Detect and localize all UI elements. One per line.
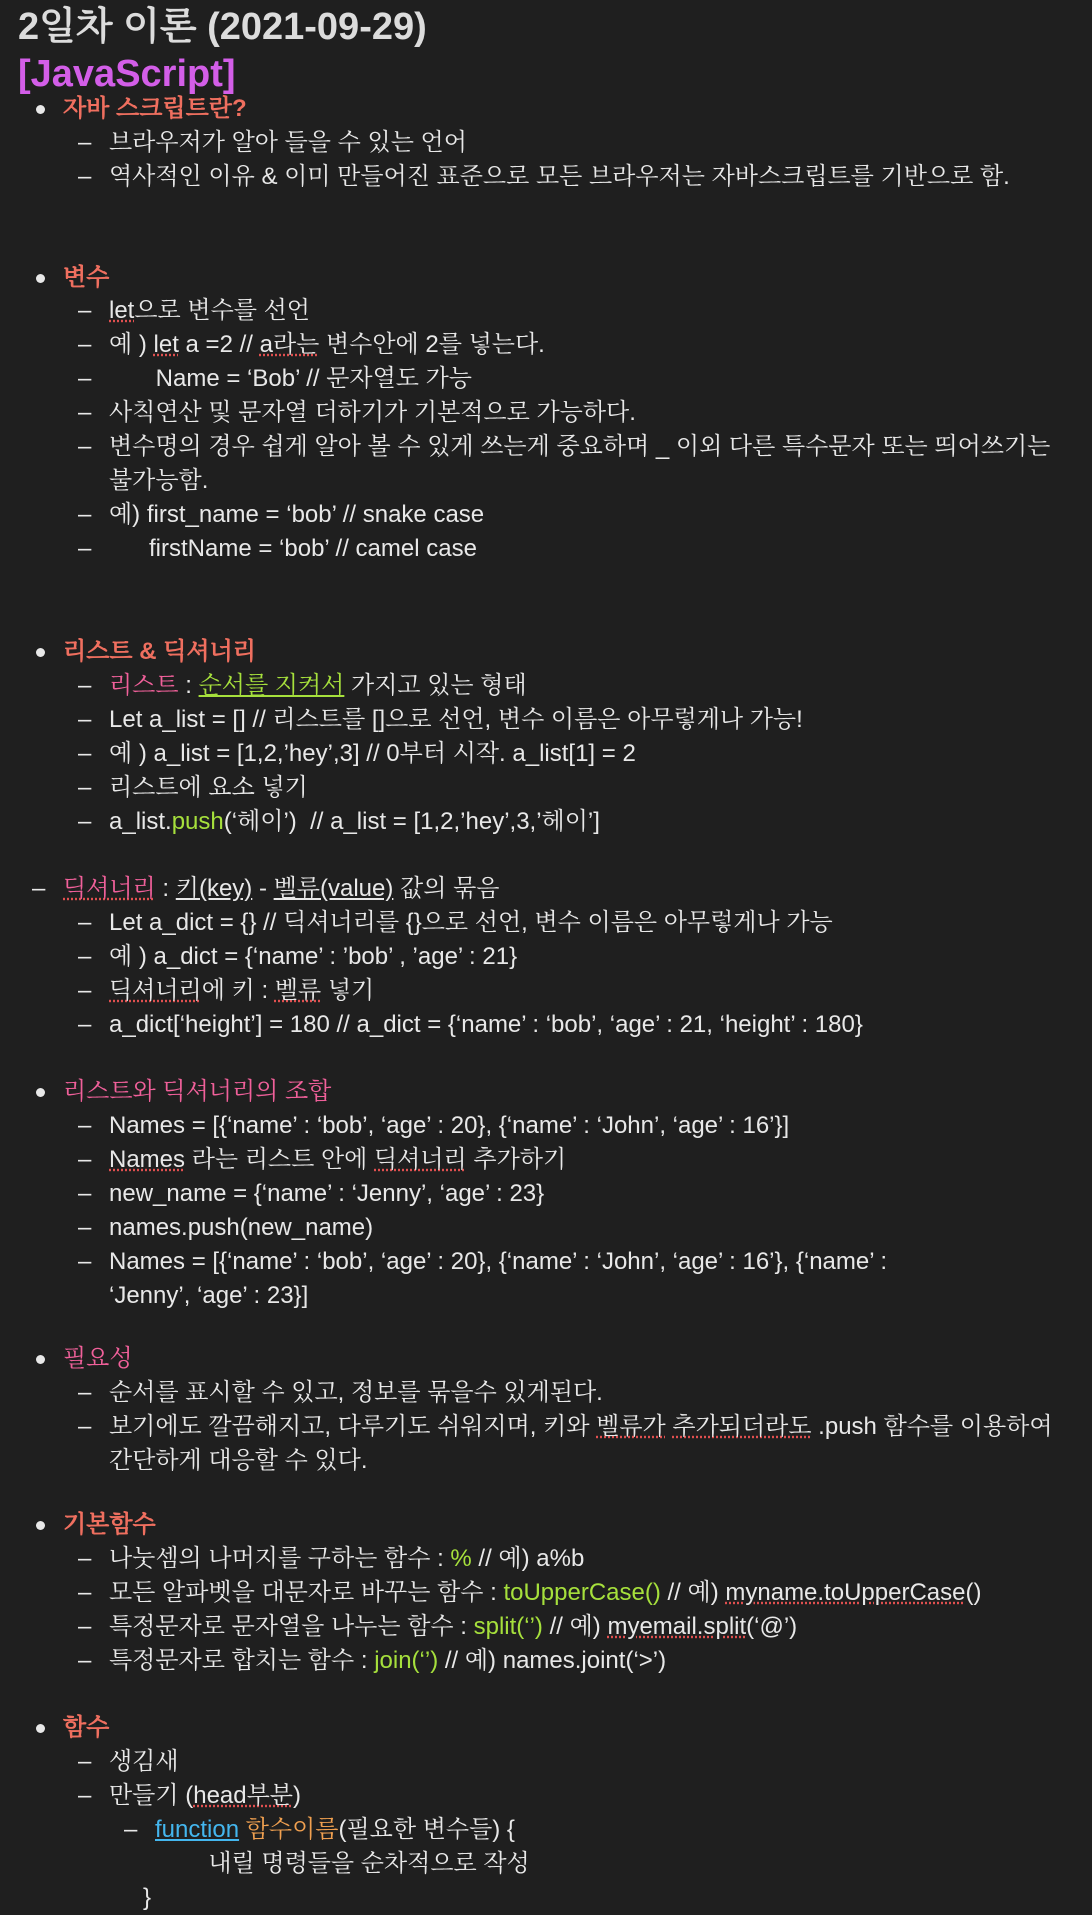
list-item bbox=[109, 1779, 301, 1813]
dash: – bbox=[78, 1180, 92, 1207]
text-span: let bbox=[153, 331, 179, 358]
list-item: 예 ) a_dict = {‘name’ : ’bob’ , ’age’ : 21} bbox=[109, 943, 518, 970]
text-span: 순서를 지켜서 bbox=[198, 672, 345, 699]
dash: – bbox=[78, 672, 92, 699]
dash: – bbox=[78, 943, 92, 970]
list-item: 예) first_name = ‘bob’ // snake case bbox=[109, 501, 485, 528]
text-span: myemail.split bbox=[607, 1613, 747, 1640]
dash: – bbox=[78, 706, 92, 733]
text-span: .push 함수를 이용하여 bbox=[811, 1413, 1053, 1440]
text-span: 키(key) bbox=[175, 875, 253, 902]
list-item bbox=[109, 669, 527, 703]
text-span: - bbox=[252, 875, 274, 902]
section-heading-variables: 변수 bbox=[63, 264, 110, 291]
text-span: 넣기 bbox=[321, 977, 375, 1004]
list-item: 리스트에 요소 넣기 bbox=[109, 774, 308, 801]
code-line: } bbox=[143, 1884, 152, 1911]
text-span: 예 ) bbox=[109, 331, 154, 358]
list-item bbox=[109, 1644, 666, 1678]
list-item: 생김새 bbox=[109, 1748, 179, 1775]
dash: – bbox=[78, 1748, 92, 1775]
dash: – bbox=[78, 808, 92, 835]
dash: – bbox=[78, 1011, 92, 1038]
list-item bbox=[109, 1576, 981, 1610]
dash: – bbox=[78, 501, 92, 528]
text-span: 벨류가 bbox=[596, 1413, 666, 1440]
text-span: 모든 알파벳을 대문자로 바꾸는 함수 : bbox=[109, 1579, 504, 1606]
text-span: // 예) a%b bbox=[471, 1545, 585, 1572]
page-subtitle: [JavaScript] bbox=[18, 53, 236, 95]
dash: – bbox=[78, 163, 92, 190]
text-span: 나눗셈의 나머지를 구하는 함수 : bbox=[109, 1545, 451, 1572]
dash: – bbox=[78, 909, 92, 936]
text-span: // 예) bbox=[660, 1579, 726, 1606]
code-line: 내릴 명령들을 순차적으로 작성 bbox=[155, 1850, 530, 1877]
section-heading-necessity: 필요성 bbox=[63, 1345, 133, 1372]
text-span: // 예) bbox=[542, 1613, 608, 1640]
list-item: Names = [{‘name’ : ‘bob’, ‘age’ : 20}, {‘name’ : ‘John’, ‘age’ : 16’}] bbox=[109, 1112, 790, 1139]
list-item: Let a_dict = {} // 딕셔너리를 {}으로 선언, 변수 이름은 아무렇게나 가능 bbox=[109, 909, 833, 936]
text-span: // 예) names.joint(‘>’) bbox=[438, 1647, 667, 1674]
page-title: 2일차 이론 (2021-09-29) bbox=[18, 6, 427, 48]
list-item: Let a_list = [] // 리스트를 []으로 선언, 변수 이름은 아무렇게나 가능! bbox=[109, 706, 803, 733]
list-item bbox=[109, 294, 310, 328]
list-item: firstName = ‘bob’ // camel case bbox=[109, 535, 477, 562]
list-item: 순서를 표시할 수 있고, 정보를 묶을수 있게된다. bbox=[109, 1379, 603, 1406]
text-span: 으로 변수를 선언 bbox=[134, 297, 310, 324]
text-span: Names bbox=[109, 1146, 186, 1173]
bullet bbox=[36, 1088, 45, 1097]
list-item: a_dict[‘height’] = 180 // a_dict = {‘name’ : ‘bob’, ‘age’ : 21, ‘height’ : 180} bbox=[109, 1011, 863, 1038]
text-span: 특정문자로 문자열을 나누는 함수 : bbox=[109, 1613, 474, 1640]
text-span: () bbox=[965, 1579, 982, 1606]
list-item-continued: ‘Jenny’, ‘age’ : 23}] bbox=[109, 1282, 309, 1309]
list-item bbox=[109, 1542, 584, 1576]
list-item: new_name = {‘name’ : ‘Jenny’, ‘age’ : 23} bbox=[109, 1180, 545, 1207]
list-item bbox=[109, 974, 374, 1008]
list-item: 역사적인 이유 & 이미 만들어진 표준으로 모든 브라우저는 자바스크립트를 기반으로 함. bbox=[109, 163, 1010, 190]
bullet bbox=[36, 648, 45, 657]
text-span: (‘@’) bbox=[746, 1613, 798, 1640]
code-line bbox=[155, 1813, 515, 1847]
dash: – bbox=[78, 1613, 92, 1640]
text-span: split(‘’) bbox=[473, 1613, 543, 1640]
list-item bbox=[109, 328, 545, 362]
dash: – bbox=[78, 365, 92, 392]
text-span: 가지고 있는 형태 bbox=[344, 672, 527, 699]
text-span: 값의 묶음 bbox=[393, 875, 500, 902]
section-heading-list-dict-combo: 리스트와 딕셔너리의 조합 bbox=[63, 1078, 332, 1105]
text-span: a =2 // bbox=[178, 331, 260, 358]
text-span: 추가하기 bbox=[466, 1146, 567, 1173]
text-span: 특정문자로 합치는 함수 : bbox=[109, 1647, 375, 1674]
list-item: 브라우저가 알아 들을 수 있는 언어 bbox=[109, 129, 467, 156]
text-span: 추가되더라도 bbox=[672, 1413, 812, 1440]
text-span: myname.toUpperCase bbox=[725, 1579, 966, 1606]
dash: – bbox=[78, 1413, 92, 1440]
list-item: 예 ) a_list = [1,2,’hey’,3] // 0부터 시작. a_list[1] = 2 bbox=[109, 740, 636, 767]
list-item: 사칙연산 및 문자열 더하기가 기본적으로 가능하다. bbox=[109, 399, 636, 426]
section-heading-functions: 함수 bbox=[63, 1714, 110, 1741]
text-span: a라는 bbox=[259, 331, 320, 358]
text-span: 만들기 ( bbox=[109, 1782, 194, 1809]
text-span: 벨류 bbox=[274, 977, 322, 1004]
text-span: join(‘’) bbox=[374, 1647, 439, 1674]
dash: – bbox=[78, 1379, 92, 1406]
text-span: % bbox=[450, 1545, 472, 1572]
text-span: function bbox=[155, 1816, 240, 1843]
dash: – bbox=[78, 433, 92, 460]
dash: – bbox=[78, 1214, 92, 1241]
dash: – bbox=[32, 875, 46, 902]
text-span: 리스트 bbox=[109, 672, 179, 699]
text-span: 함수이름 bbox=[245, 1816, 339, 1843]
text-span: ) bbox=[292, 1782, 301, 1809]
list-item: Names = [{‘name’ : ‘bob’, ‘age’ : 20}, {‘name’ : ‘John’, ‘age’ : 16’}, {‘name’ : bbox=[109, 1248, 888, 1275]
bullet bbox=[36, 274, 45, 283]
dash: – bbox=[78, 1545, 92, 1572]
text-span: 라는 리스트 안에 bbox=[185, 1146, 374, 1173]
text-span: 딕셔너리 bbox=[109, 977, 202, 1004]
text-span: push bbox=[171, 808, 224, 835]
text-span: : bbox=[178, 672, 199, 699]
dash: – bbox=[78, 1647, 92, 1674]
section-heading-what-is-js: 자바 스크립트란? bbox=[63, 95, 247, 122]
dash: – bbox=[78, 977, 92, 1004]
list-item bbox=[109, 1410, 1053, 1444]
text-span: 에 키 : bbox=[201, 977, 275, 1004]
list-item: 변수명의 경우 쉽게 알아 볼 수 있게 쓰는게 중요하며 _ 이외 다른 특수문자 또는 띄어쓰기는 bbox=[109, 433, 1051, 460]
list-item-continued: 불가능함. bbox=[109, 467, 209, 494]
text-span: (‘헤이’) // a_list = [1,2,’hey’,3,’헤이’] bbox=[223, 808, 600, 835]
dash: – bbox=[78, 399, 92, 426]
text-span: a_list. bbox=[109, 808, 172, 835]
dash: – bbox=[78, 1782, 92, 1809]
text-span: 보기에도 깔끔해지고, 다루기도 쉬워지며, 키와 bbox=[109, 1413, 597, 1440]
text-span: head부분 bbox=[193, 1782, 293, 1809]
text-span: let bbox=[109, 297, 135, 324]
bullet bbox=[36, 1724, 45, 1733]
list-item bbox=[109, 805, 600, 839]
dash: – bbox=[78, 129, 92, 156]
dash: – bbox=[78, 740, 92, 767]
text-span: 딕셔너리 bbox=[374, 1146, 467, 1173]
bullet bbox=[36, 1521, 45, 1530]
list-item-continued: 간단하게 대응할 수 있다. bbox=[109, 1447, 368, 1474]
text-span bbox=[239, 1816, 246, 1843]
dash: – bbox=[78, 297, 92, 324]
dash: – bbox=[78, 331, 92, 358]
list-item bbox=[109, 1143, 566, 1177]
text-span: 변수안에 2를 넣는다. bbox=[319, 331, 545, 358]
dash: – bbox=[124, 1816, 138, 1843]
dash: – bbox=[78, 774, 92, 801]
list-item: names.push(new_name) bbox=[109, 1214, 374, 1241]
text-span: : bbox=[155, 875, 176, 902]
dash: – bbox=[78, 535, 92, 562]
list-item bbox=[109, 1610, 797, 1644]
bullet bbox=[36, 1355, 45, 1364]
dash: – bbox=[78, 1248, 92, 1275]
section-heading-list-dict: 리스트 & 딕셔너리 bbox=[63, 638, 256, 665]
bullet bbox=[36, 105, 45, 114]
dash: – bbox=[78, 1579, 92, 1606]
dash: – bbox=[78, 1146, 92, 1173]
text-span: toUpperCase() bbox=[503, 1579, 661, 1606]
text-span: 딕셔너리 bbox=[63, 875, 156, 902]
section-heading-basic-functions: 기본함수 bbox=[63, 1511, 156, 1538]
text-span: (필요한 변수들) { bbox=[338, 1816, 515, 1843]
text-span: 벨류(value) bbox=[273, 875, 394, 902]
list-item: Name = ‘Bob’ // 문자열도 가능 bbox=[109, 365, 472, 392]
dash: – bbox=[78, 1112, 92, 1139]
section-heading-dictionary bbox=[63, 872, 499, 906]
